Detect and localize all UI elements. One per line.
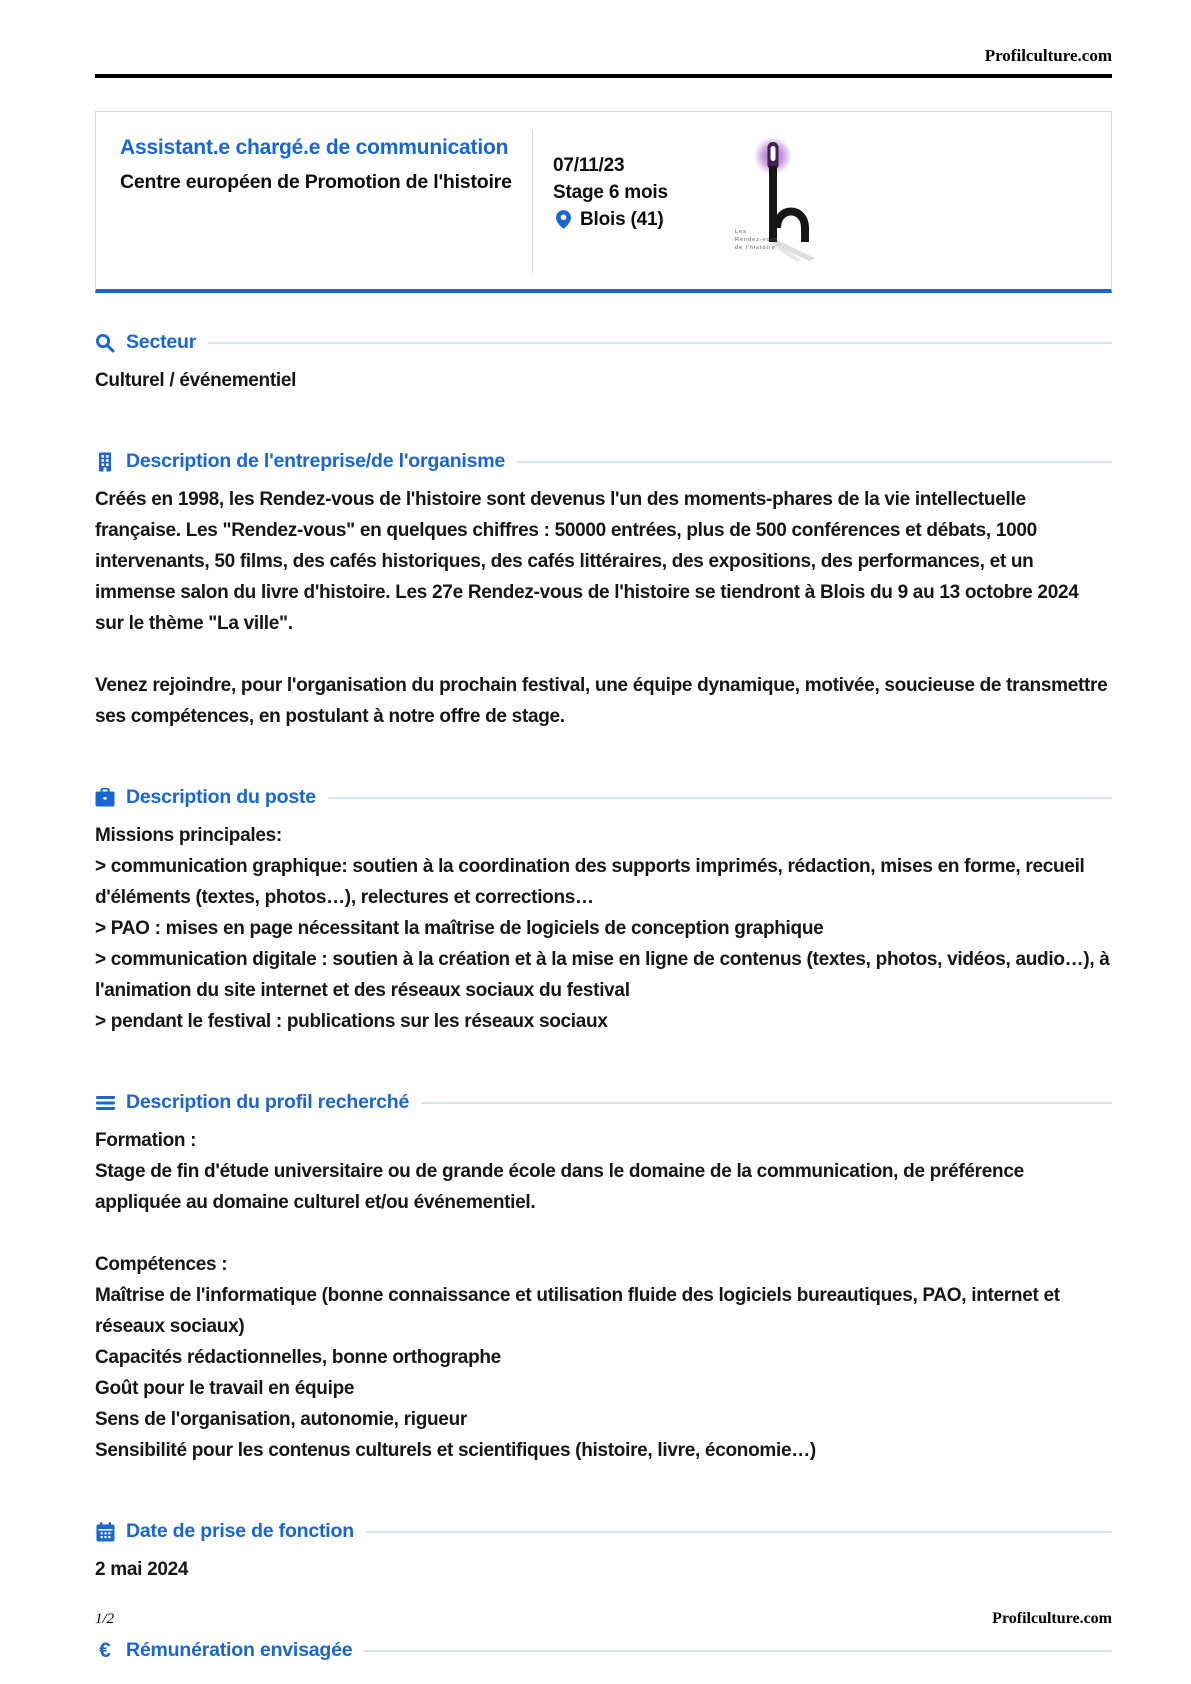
section-entreprise-title: Description de l'entreprise/de l'organisme [126, 450, 506, 472]
footer-site: Profilculture.com [992, 1610, 1112, 1627]
euro-icon: € [99, 1638, 111, 1662]
page-number: 1/2 [95, 1611, 115, 1627]
section-rule [328, 797, 1112, 799]
location-pin-icon [553, 210, 573, 230]
logo-caption-line-1: Les [735, 229, 747, 235]
section-rule [208, 342, 1112, 344]
site-header: Profilculture.com [984, 46, 1112, 65]
section-date-header [95, 1520, 1112, 1543]
profil-competence: Sensibilité pour les contenus culturels et scientifiques (histoire, livre, économie…) [95, 1440, 816, 1461]
organisation-logo [731, 136, 819, 269]
job-summary-card [95, 111, 1112, 293]
date-fonction-value: 2 mai 2024 [95, 1559, 189, 1580]
section-date-fonction [95, 1520, 1112, 1585]
search-icon [95, 333, 115, 353]
section-poste [95, 786, 1112, 1037]
job-location-row [553, 206, 713, 233]
job-title: Assistant.e chargé.e de communication [120, 136, 509, 159]
poste-item: > PAO : mises en page nécessitant la maîtrise de logiciels de conception graphique [95, 918, 824, 939]
section-poste-title: Description du poste [126, 786, 316, 808]
section-rule [366, 1531, 1112, 1533]
secteur-value: Culturel / événementiel [95, 370, 297, 391]
logo-caption-line-3: de l'histoire [735, 245, 776, 251]
section-rule [517, 461, 1112, 463]
section-poste-header [95, 786, 1112, 809]
building-icon [95, 452, 115, 472]
poste-item: > communication digitale : soutien à la création et à la mise en ligne de contenus (textes, photos, vidéos, audio…), à l'animation du site internet et des réseaux sociaux du festival [95, 949, 1110, 1001]
section-secteur [95, 331, 1112, 396]
poste-intro: Missions principales: [95, 825, 282, 846]
section-profil [95, 1091, 1112, 1466]
profil-competence: Capacités rédactionnelles, bonne orthographe [95, 1347, 501, 1368]
section-rule [421, 1102, 1112, 1104]
section-secteur-header [95, 331, 1112, 354]
job-company: Centre européen de Promotion de l'histoire [120, 171, 512, 193]
section-profil-header [95, 1091, 1112, 1114]
section-entreprise-header [95, 450, 1112, 473]
profil-formation-text: Stage de fin d'étude universitaire ou de grande école dans le domaine de la communication, de préférence appliquée au domaine culturel et/ou événementiel. [95, 1161, 1024, 1213]
job-contract-type: Stage 6 mois [553, 182, 668, 203]
section-entreprise [95, 450, 1112, 732]
poste-item: > communication graphique: soutien à la coordination des supports imprimés, rédaction, mises en forme, recueil d'éléments (textes, photos…), relectures et corrections… [95, 856, 1085, 908]
job-posted-date: 07/11/23 [553, 155, 625, 176]
profil-competence: Sens de l'organisation, autonomie, rigueur [95, 1409, 467, 1430]
job-location: Blois (41) [580, 209, 664, 230]
job-card-left [120, 136, 532, 269]
section-profil-title: Description du profil recherché [126, 1091, 410, 1113]
section-remuneration [95, 1639, 1112, 1662]
entreprise-paragraph-2: Venez rejoindre, pour l'organisation du prochain festival, une équipe dynamique, motivée, soucieuse de transmettre ses compétences, en postulant à notre offre de stage. [95, 675, 1108, 727]
header-rule [95, 74, 1112, 78]
profil-competence: Maîtrise de l'informatique (bonne connaissance et utilisation fluide des logiciels bureautiques, PAO, internet et réseaux sociaux) [95, 1285, 1060, 1337]
list-icon [95, 1093, 115, 1113]
profil-formation-label: Formation : [95, 1130, 197, 1151]
job-card-info [533, 136, 713, 269]
calendar-icon [95, 1522, 115, 1542]
rendez-vous-histoire-logo-graphic [731, 136, 819, 264]
section-secteur-title: Secteur [126, 331, 197, 353]
section-date-title: Date de prise de fonction [126, 1520, 354, 1542]
page-footer [95, 1610, 1112, 1628]
section-remuneration-title: Rémunération envisagée [126, 1639, 353, 1661]
profil-competences-label: Compétences : [95, 1254, 228, 1275]
poste-item: > pendant le festival : publications sur les réseaux sociaux [95, 1011, 608, 1032]
entreprise-paragraph-1: Créés en 1998, les Rendez-vous de l'histoire sont devenus l'un des moments-phares de la vie intellectuelle française. Les "Rendez-vous" en quelques chiffres : 50000 entrées, plus de 500 conférences et débats, 1000 intervenants, 50 films, des cafés historiques, des cafés littéraires, des expositions, des performances, et un immense salon du livre d'histoire. Les 27e Rendez-vous de l'histoire se tiendront à Blois du 9 au 13 octobre 2024 sur le thème "La ville". [95, 489, 1079, 634]
section-rule [364, 1650, 1112, 1652]
briefcase-icon [95, 788, 115, 808]
logo-caption-line-2: Rendez-vous [735, 237, 779, 243]
profil-competence: Goût pour le travail en équipe [95, 1378, 355, 1399]
section-remuneration-header [95, 1639, 1112, 1662]
